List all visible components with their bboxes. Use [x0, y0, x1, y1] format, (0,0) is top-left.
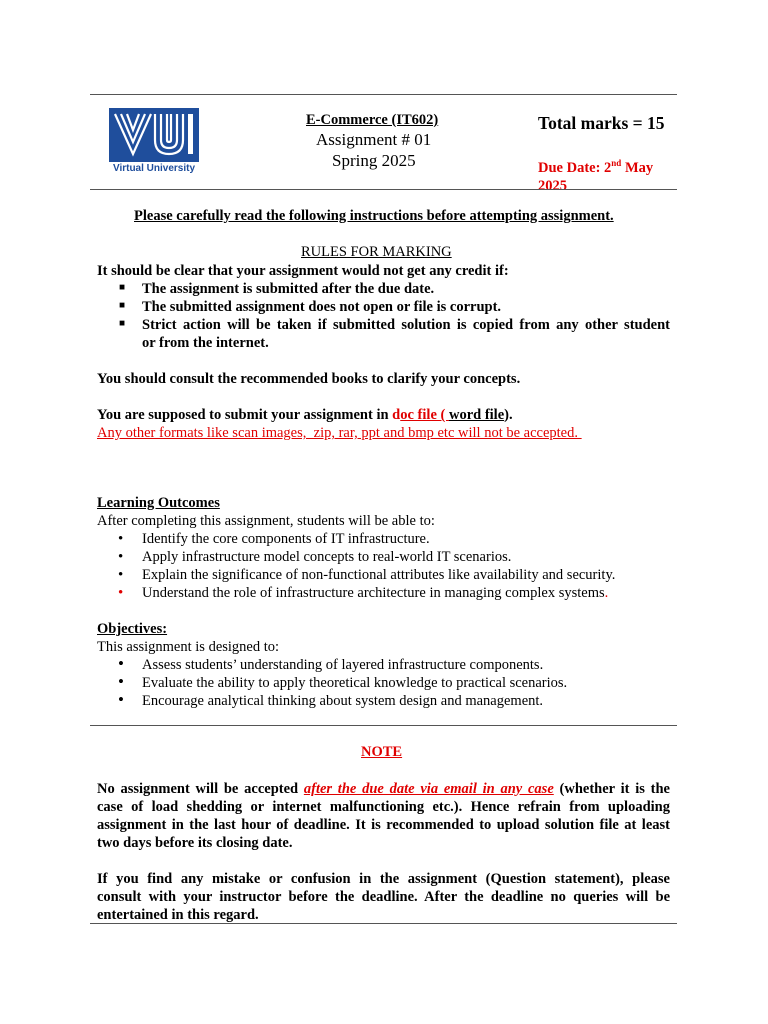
note-paragraph-1: [97, 780, 670, 852]
submit-text: [97, 406, 513, 424]
objectives-bullet-1: •: [118, 654, 124, 673]
learning-title: Learning Outcomes: [97, 495, 220, 511]
top-rule: [90, 94, 677, 95]
learning-item-1: Identify the core components of IT infrastructure.: [142, 531, 430, 547]
rules-item-1: The assignment is submitted after the due date.: [142, 281, 435, 297]
vu-logo: [109, 108, 199, 176]
course-title: E-Commerce (IT602): [306, 112, 439, 128]
rules-bullet-3: ■: [119, 318, 126, 329]
instructions-heading: Please carefully read the following instructions before attempting assignment.: [134, 208, 614, 224]
format-warning: Any other formats like scan images, zip, rar, ppt and bmp etc will not be accepted.: [97, 425, 582, 441]
note-p2-line-1: If you find any mistake or confusion in the assignment (Question statement), please: [97, 871, 670, 887]
note-p1-rest: (whether it is the: [553, 781, 670, 797]
learning-bullet-1: •: [118, 531, 124, 547]
due-date-month: May: [621, 159, 654, 176]
objectives-item-1: Assess students’ understanding of layered infrastructure components.: [142, 657, 544, 673]
learning-bullet-4: •: [118, 585, 124, 601]
learning-item-4-wrap: [142, 584, 608, 602]
note-p1-red: after the due date via email in any case: [303, 781, 554, 797]
note-p2-line-2: consult with your instructor before the deadline. After the deadline no queries will be: [97, 889, 670, 905]
bottom-rule: [90, 923, 677, 924]
note-p1-line-1: [97, 780, 670, 798]
objectives-title: Objectives:: [97, 621, 168, 637]
note-paragraph-2: [97, 870, 670, 924]
due-date-sup: nd: [611, 158, 622, 168]
rules-item-3-cont: or from the internet.: [142, 335, 269, 351]
objectives-item-2: Evaluate the ability to apply theoretical knowledge to practical scenarios.: [142, 675, 568, 691]
objectives-bullet-2: •: [118, 672, 124, 691]
submit-close: ).: [504, 407, 513, 423]
rules-item-2: The submitted assignment does not open or file is corrupt.: [142, 299, 502, 315]
objectives-intro: This assignment is designed to:: [97, 639, 280, 655]
semester: Spring 2025: [332, 151, 416, 170]
note-p1-line-2: case of load shedding or internet malfunctioning etc.). Hence refrain from uploading: [97, 799, 670, 815]
note-top-rule: [90, 725, 677, 726]
rules-intro: It should be clear that your assignment would not get any credit if:: [97, 263, 509, 279]
due-date-year: 2025: [538, 177, 567, 194]
logo-caption: Virtual University: [112, 163, 196, 174]
rules-item-3: Strict action will be taken if submitted solution is copied from any other student: [142, 317, 670, 333]
objectives-bullet-3: •: [118, 690, 124, 709]
learning-item-3: Explain the significance of non-functional attributes like availability and security.: [142, 567, 616, 583]
learning-bullet-2: •: [118, 549, 124, 565]
submit-oc: oc file (: [400, 407, 449, 423]
note-p1-start: No assignment will be accepted: [97, 781, 304, 797]
note-title: NOTE: [361, 744, 403, 760]
submit-word-file: word file: [448, 407, 505, 423]
due-date-label: Due Date: 2: [538, 159, 612, 176]
learning-intro: After completing this assignment, students will be able to:: [97, 513, 435, 529]
learning-bullet-3: •: [118, 567, 124, 583]
consult-text: You should consult the recommended books to clarify your concepts.: [97, 371, 521, 387]
rules-bullet-1: ■: [119, 282, 126, 293]
learning-item-4: Understand the role of infrastructure architecture in managing complex systems: [142, 585, 605, 601]
submit-prefix: You are supposed to submit your assignment in: [97, 407, 393, 423]
rules-title: RULES FOR MARKING: [301, 244, 452, 260]
objectives-item-3: Encourage analytical thinking about system design and management.: [142, 693, 544, 709]
total-marks: Total marks = 15: [538, 113, 665, 133]
header-rule: [90, 189, 677, 190]
note-p1-line-4: two days before its closing date.: [97, 835, 293, 851]
assignment-number: Assignment # 01: [316, 130, 432, 149]
learning-item-2: Apply infrastructure model concepts to real-world IT scenarios.: [142, 549, 512, 565]
note-p2-line-3: entertained in this regard.: [97, 907, 259, 923]
learning-item-4-period: .: [604, 585, 609, 601]
note-p1-line-3: assignment in the last hour of deadline. It is recommended to upload solution file at least: [97, 817, 670, 833]
submit-d: d: [392, 407, 401, 423]
rules-bullet-2: ■: [119, 300, 126, 311]
